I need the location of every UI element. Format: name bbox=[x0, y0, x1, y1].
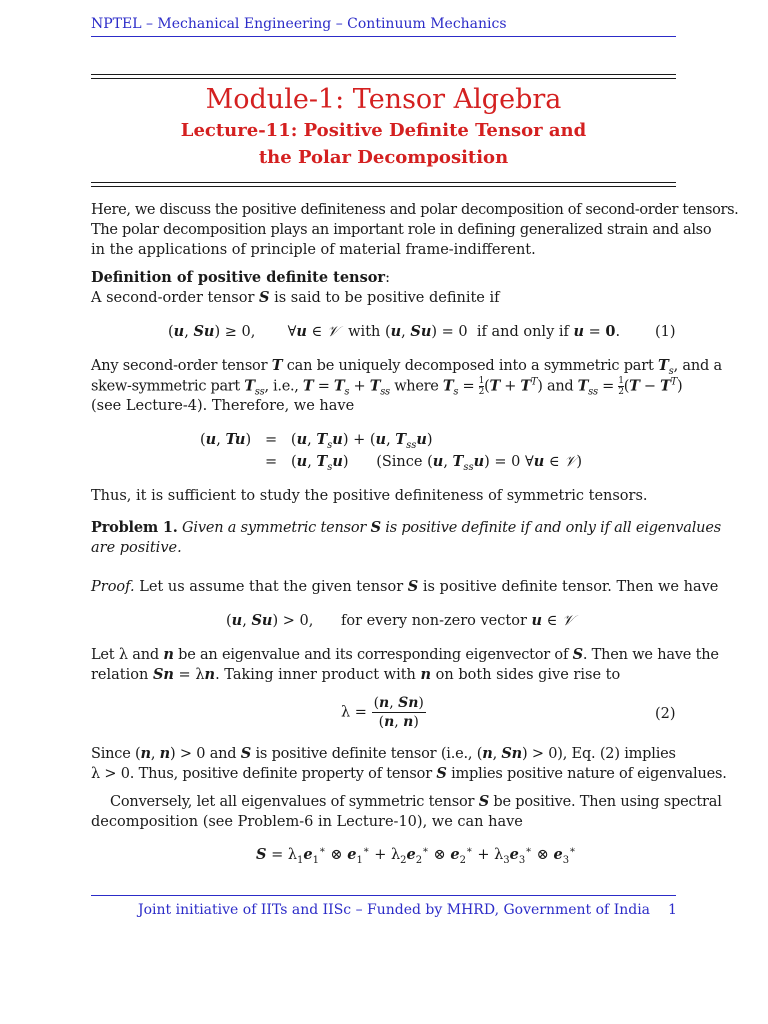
spectral-equation: $S = \lambda_1e_1^∗$ ⊗ $e_1^∗ + \lambda_2e_2^∗$ ⊗ $e_2^∗ + \lambda_3e_3^∗$ ⊗ $e_3^∗$ bbox=[256, 845, 576, 866]
title-rule-top-1 bbox=[91, 74, 676, 75]
proof-p4-line-2: decomposition (see Problem-6 in Lecture-10), we can have bbox=[91, 814, 523, 830]
definition-heading: Definition of positive definite tensor: bbox=[91, 269, 390, 286]
module-title: Module-1: Tensor Algebra bbox=[205, 84, 562, 115]
problem-line-2: are positive. bbox=[91, 540, 182, 556]
intro-line-2: The polar decomposition plays an important role in defining generalized strain and also bbox=[91, 222, 712, 238]
page-number: 1 bbox=[668, 902, 677, 918]
sufficient-line: Thus, it is sufficient to study the positive definiteness of symmetric tensors. bbox=[91, 488, 648, 504]
decomp-line-1: Any second-order tensor T can be uniquely decomposed into a symmetric part $T_s$, and a bbox=[91, 357, 722, 377]
equation-2: λ = $\frac{(n, Sn)}{(n, n)}$ bbox=[341, 695, 424, 730]
footer-rule bbox=[91, 895, 676, 896]
title-rule-bottom-2 bbox=[91, 186, 676, 187]
definition-line: A second-order tensor S is said to be positive definite if bbox=[91, 289, 500, 306]
decomp-line-2: skew-symmetric part $T_{ss}$, i.e., $T = T_s + T_{ss}$ where $T_s$ = $\frac{1}{2}$ $(T + T^T)$ and $T_{ss}$ = $\frac{1}{2}$ $(T - T^T)$ bbox=[91, 376, 683, 398]
title-rule-top-2 bbox=[91, 78, 676, 79]
lecture-title-line1: Lecture-11: Positive Definite Tensor and bbox=[180, 120, 587, 141]
running-header: NPTEL – Mechanical Engineering – Continuum Mechanics bbox=[91, 16, 507, 32]
aligned-eq-row-2: = (u, $T_su$) (Since (u, $T_{ss}u) = 0$ ∀u ∈ 𝒱) bbox=[265, 453, 583, 473]
footer-text: Joint initiative of IITs and IISc – Funded by MHRD, Government of India bbox=[138, 902, 651, 918]
proof-p2-line-2: relation Sn = λn. Taking inner product with n on both sides give rise to bbox=[91, 666, 621, 683]
title-rule-bottom-1 bbox=[91, 182, 676, 183]
problem-line-1: Problem 1. Given a symmetric tensor S is positive definite if and only if all eigenvalues bbox=[91, 519, 721, 536]
proof-equation: (u, Su) > 0, for every non-zero vector u ∈ 𝒱 bbox=[226, 612, 575, 629]
equation-2-number: (2) bbox=[655, 706, 676, 722]
equation-1: (u, Su) ≥ 0, ∀u ∈ 𝒱 with (u, Su) = 0 if and only if u = 0. bbox=[168, 323, 621, 340]
intro-line-1: Here, we discuss the positive definiteness and polar decomposition of second-order tensors. bbox=[91, 202, 739, 218]
proof-line-1: Proof. Let us assume that the given tensor S is positive definite tensor. Then we have bbox=[91, 578, 719, 595]
proof-p4-line-1: Conversely, let all eigenvalues of symmetric tensor S be positive. Then using spectral bbox=[110, 793, 722, 810]
lecture-title-line2: the Polar Decomposition bbox=[258, 147, 509, 168]
header-rule bbox=[91, 36, 676, 37]
aligned-eq-row-1: (u, Tu) = (u, $T_su) + (u$, $T_{ss}u$) bbox=[200, 431, 433, 451]
decomp-line-3: (see Lecture-4). Therefore, we have bbox=[91, 398, 355, 414]
proof-p3-line-2: λ > 0. Thus, positive definite property of tensor S implies positive nature of eigenvalues. bbox=[91, 765, 727, 782]
equation-1-number: (1) bbox=[655, 324, 676, 340]
proof-p2-line-1: Let λ and n be an eigenvalue and its corresponding eigenvector of S. Then we have the bbox=[91, 646, 719, 663]
proof-p3-line-1: Since (n, n) > 0 and S is positive definite tensor (i.e., (n, Sn) > 0), Eq. (2) implies bbox=[91, 745, 676, 762]
intro-line-3: in the applications of principle of material frame-indifferent. bbox=[91, 242, 536, 258]
